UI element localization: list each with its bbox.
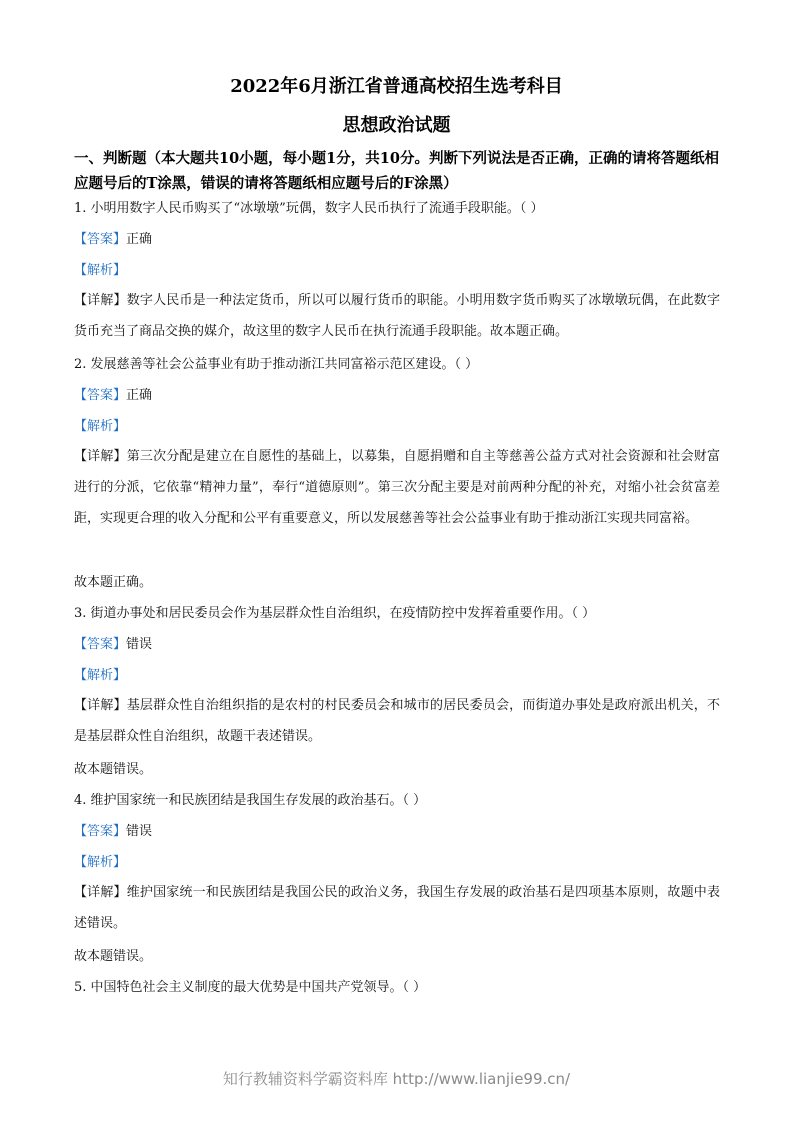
analysis-label: 【解析】: [74, 855, 127, 870]
detail-label: 【详解】: [74, 698, 127, 713]
analysis-row: [74, 262, 720, 280]
footer-watermark: 知行教辅资料学霸资料库 http://www.lianjie99.cn/: [222, 1070, 571, 1088]
analysis-row: [74, 418, 720, 436]
answer-row: [74, 387, 720, 405]
detail-text: 数字人民币是一种法定货币，所以可以履行货币的职能。小明用数字货币购买了冰墩墩玩偶，在此数字货币充当了商品交换的媒介，故这里的数字人民币在执行流通手段职能。故本题正确。: [74, 293, 720, 339]
detail-paragraph: [74, 285, 720, 347]
detail-paragraph: [74, 690, 720, 752]
analysis-row: [74, 854, 720, 872]
detail-label: 【详解】: [74, 449, 127, 464]
detail-paragraph: [74, 441, 720, 534]
exam-subtitle: 思想政治试题: [342, 115, 451, 136]
answer-label: 【答案】: [74, 388, 127, 403]
conclusion-text: 故本题正确。: [74, 575, 153, 590]
answer-row: [74, 231, 720, 249]
question-stem: 4. 维护国家统一和民族团结是我国生存发展的政治基石。（ ）: [74, 793, 427, 808]
detail-label: 【详解】: [74, 885, 127, 900]
answer-row: [74, 636, 720, 654]
question-stem: 2. 发展慈善等社会公益事业有助于推动浙江共同富裕示范区建设。（ ）: [74, 357, 479, 372]
question-stem: 3. 街道办事处和居民委员会作为基层群众性自治组织，在疫情防控中发挥着重要作用。（ ）: [74, 606, 596, 621]
detail-label: 【详解】: [74, 293, 127, 308]
question-stem: 1. 小明用数字人民币购买了“冰墩墩”玩偶，数字人民币执行了流通手段职能。（ ）: [74, 201, 544, 216]
detail-text: 第三次分配是建立在自愿性的基础上，以募集，自愿捐赠和自主等慈善公益方式对社会资源和社会财富进行的分派，它依靠“精神力量”，奉行“道德原则”。第三次分配主要是对前两种分配的补充，对缩小社会贫富差距，实现更合理的收入分配和公平有重要意义，所以发展慈善等社会公益事业有助于推动浙江实现共同富裕。: [74, 449, 720, 526]
answer-value: 错误: [126, 824, 153, 839]
conclusion-text: 故本题错误。: [74, 762, 153, 777]
detail-text: 基层群众性自治组织指的是农村的村民委员会和城市的居民委员会，而街道办事处是政府派出机关，不是基层群众性自治组织，故题干表述错误。: [74, 698, 720, 744]
answer-row: [74, 823, 720, 841]
answer-label: 【答案】: [74, 637, 127, 652]
exam-title: 2022年6月浙江省普通高校招生选考科目: [230, 76, 563, 97]
detail-paragraph: [74, 877, 720, 939]
analysis-row: [74, 667, 720, 685]
answer-label: 【答案】: [74, 232, 127, 247]
analysis-label: 【解析】: [74, 668, 127, 683]
analysis-label: 【解析】: [74, 419, 127, 434]
answer-value: 错误: [126, 637, 153, 652]
answer-label: 【答案】: [74, 824, 127, 839]
analysis-label: 【解析】: [74, 263, 127, 278]
detail-text: 维护国家统一和民族团结是我国公民的政治义务，我国生存发展的政治基石是四项基本原则，故题中表述错误。: [74, 885, 720, 931]
answer-value: 正确: [126, 388, 153, 403]
question-stem: 5. 中国特色社会主义制度的最大优势是中国共产党领导。（ ）: [74, 980, 427, 995]
answer-value: 正确: [126, 232, 153, 247]
conclusion-text: 故本题错误。: [74, 949, 153, 964]
section-heading: 一、判断题（本大题共10小题，每小题1分，共10分。判断下列说法是否正确，正确的请将答题纸相应题号后的T涂黑，错误的请将答题纸相应题号后的F涂黑）: [74, 150, 719, 192]
